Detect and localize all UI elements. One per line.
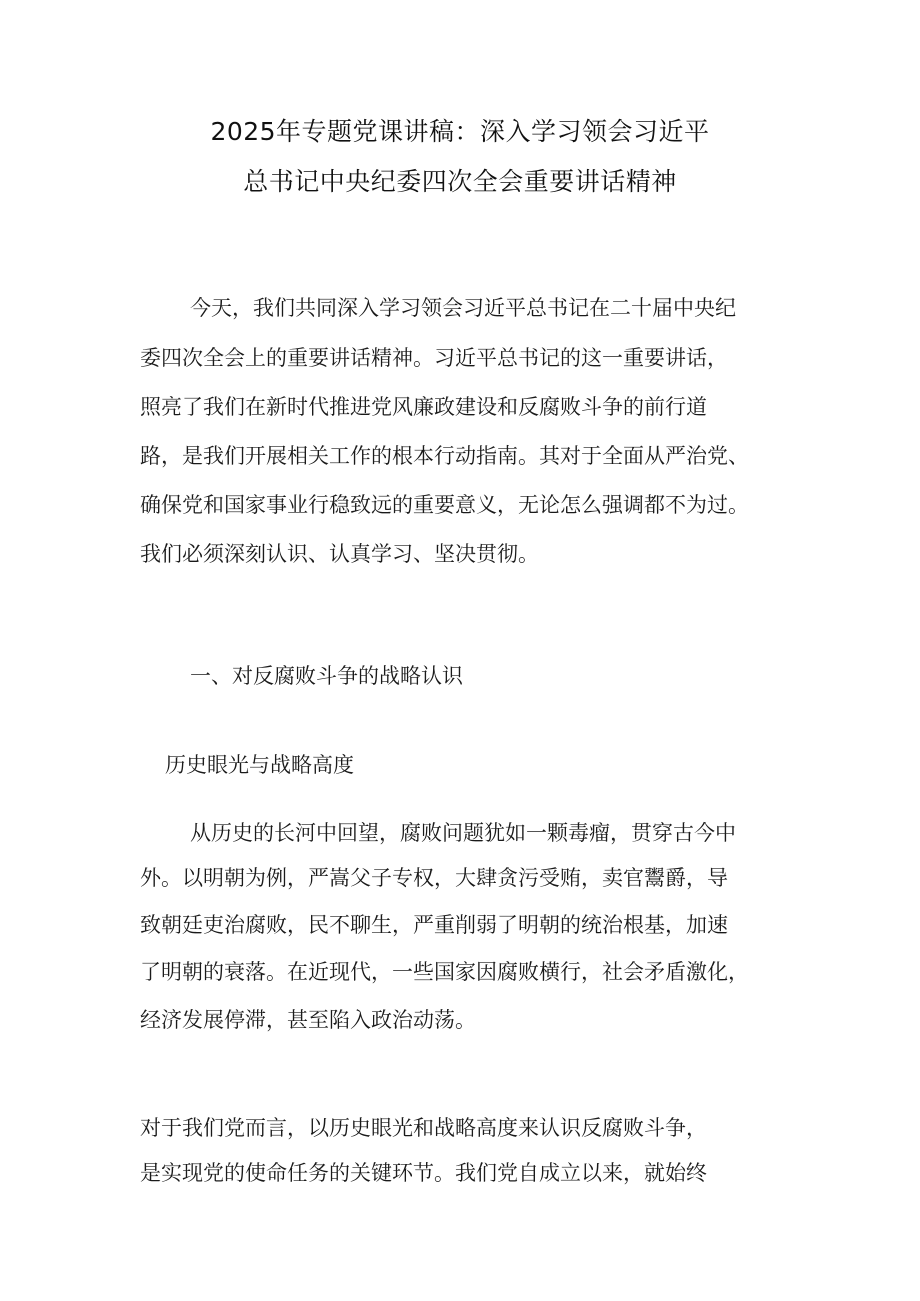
intro-line-6: 我们必须深刻认识、认真学习、坚决贯彻。 [140, 542, 539, 566]
party-line-2: 是实现党的使命任务的关键环节。我们党自成立以来，就始终 [140, 1161, 707, 1185]
document-title-line-1: 2025年专题党课讲稿：深入学习领会习近平 [210, 117, 710, 146]
document-title-line-2: 总书记中央纪委四次全会重要讲话精神 [243, 167, 677, 196]
history-line-1: 从历史的长河中回望，腐败问题犹如一颗毒瘤，贯穿古今中 [190, 821, 736, 845]
history-line-4: 了明朝的衰落。在近现代，一些国家因腐败横行，社会矛盾激化， [140, 960, 749, 984]
intro-line-4: 路，是我们开展相关工作的根本行动指南。其对于全面从严治党、 [140, 444, 749, 468]
section-heading: 一、对反腐败斗争的战略认识 [190, 664, 463, 688]
intro-line-1: 今天，我们共同深入学习领会习近平总书记在二十届中央纪 [190, 296, 736, 320]
history-line-3: 致朝廷吏治腐败，民不聊生，严重削弱了明朝的统治根基，加速 [140, 913, 728, 937]
history-line-5: 经济发展停滞，甚至陷入政治动荡。 [140, 1008, 476, 1032]
intro-line-5: 确保党和国家事业行稳致远的重要意义，无论怎么强调都不为过。 [140, 493, 749, 517]
intro-line-3: 照亮了我们在新时代推进党风廉政建设和反腐败斗争的前行道 [140, 395, 707, 419]
history-line-2: 外。以明朝为例，严嵩父子专权，大肆贪污受贿，卖官鬻爵，导 [140, 866, 728, 890]
party-line-1: 对于我们党而言，以历史眼光和战略高度来认识反腐败斗争， [140, 1116, 707, 1140]
subsection-heading: 历史眼光与战略高度 [165, 753, 354, 777]
intro-line-2: 委四次全会上的重要讲话精神。习近平总书记的这一重要讲话， [140, 346, 728, 370]
